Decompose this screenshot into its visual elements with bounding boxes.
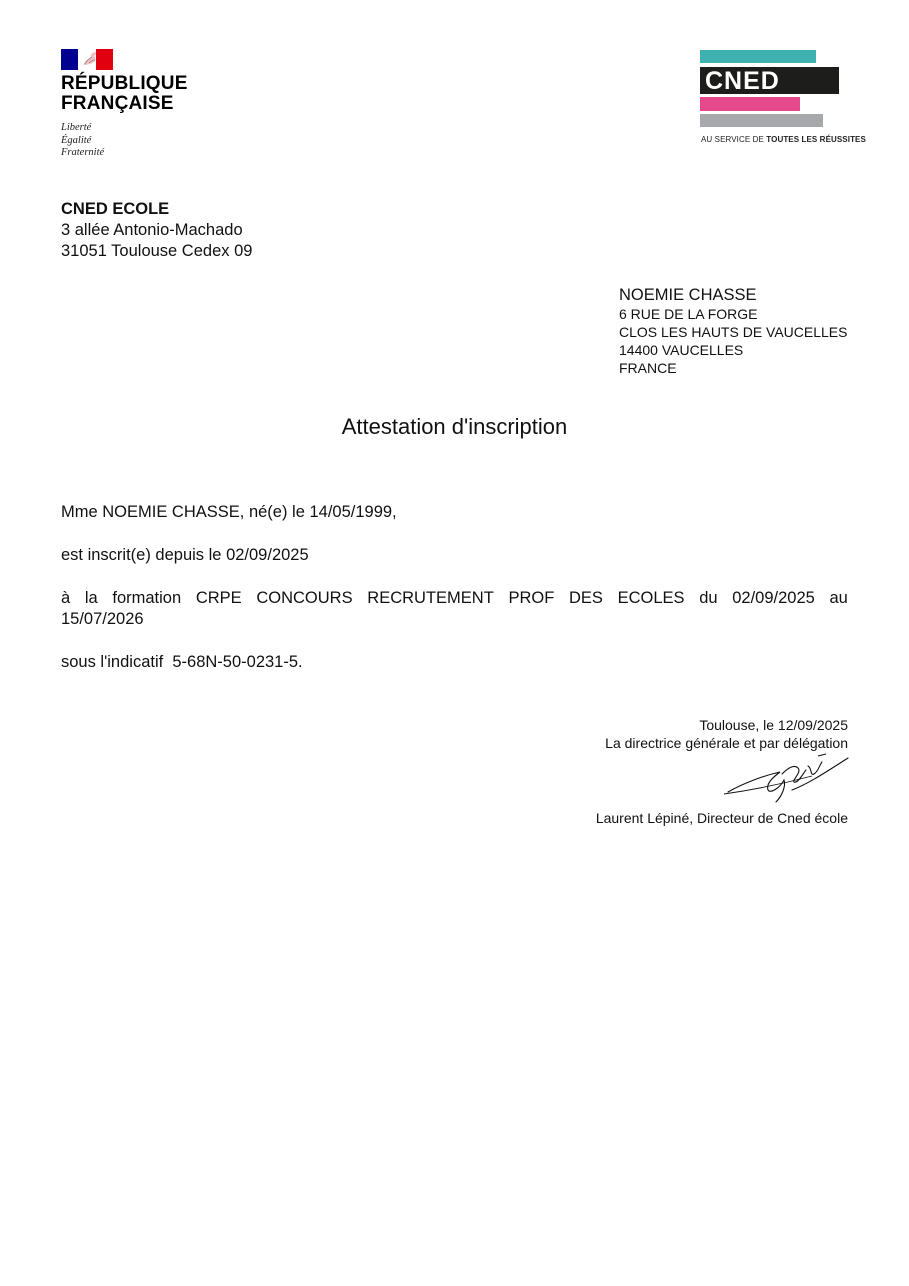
paragraph-enrollment-date: est inscrit(e) depuis le 02/09/2025 [61,546,309,564]
formation-word: PROF [508,589,555,607]
cned-logo-text: CNED [705,67,780,95]
formation-line-2: 15/07/2026 [61,610,144,628]
recipient-line-1: 6 RUE DE LA FORGE [619,306,758,322]
republic-line-1: RÉPUBLIQUE [61,73,188,94]
recipient-line-4: FRANCE [619,360,677,376]
recipient-name: NOEMIE CHASSE [619,286,757,304]
motto-egalite: Égalité [61,134,92,146]
formation-word: à [61,589,71,607]
indicatif-text: sous l'indicatif 5-68N-50-0231-5. [61,653,303,671]
paragraph-formation [61,588,848,630]
formation-word: ECOLES [617,589,685,607]
republic-motto [61,122,104,160]
sender-address-line-1: 3 allée Antonio-Machado [61,221,243,239]
signature-place-date: Toulouse, le 12/09/2025 [699,717,848,733]
formation-word: DES [568,589,603,607]
formation-word: formation [112,589,182,607]
republique-francaise-wordmark [61,74,188,114]
motto-fraternite: Fraternité [61,147,105,158]
cned-tagline-bold: TOUTES LES RÉUSSITES [766,135,866,144]
formation-word: CONCOURS [256,589,353,607]
recipient-line-3: 14400 VAUCELLES [619,342,744,358]
formation-line-1 [61,588,848,609]
handwritten-signature [722,750,850,806]
formation-word: RECRUTEMENT [367,589,494,607]
formation-word: la [84,589,98,607]
signature-role: La directrice générale et par délégation [605,735,848,751]
formation-word: au [829,589,848,607]
formation-word: CRPE [195,589,242,607]
motto-liberte: Liberté [61,122,92,133]
sender-address-line-2: 31051 Toulouse Cedex 09 [61,242,253,260]
formation-word: du [699,589,718,607]
recipient-block [619,285,847,377]
cned-tagline-pre: AU SERVICE DE [701,135,767,144]
sender-block [61,199,252,262]
paragraph-identity: Mme NOEMIE CHASSE, né(e) le 14/05/1999, [61,503,397,521]
signatory-name: Laurent Lépiné, Directeur de Cned école [595,810,848,826]
recipient-line-2: CLOS LES HAUTS DE VAUCELLES [619,324,848,340]
marianne-flag-icon [61,49,113,70]
cned-logo [700,50,845,130]
sender-name: CNED ECOLE [61,200,170,218]
formation-word: 02/09/2025 [732,589,815,607]
cned-tagline [701,135,866,144]
republic-line-2: FRANÇAISE [61,93,174,114]
paragraph-indicatif [61,652,848,673]
document-title: Attestation d'inscription [341,414,568,439]
